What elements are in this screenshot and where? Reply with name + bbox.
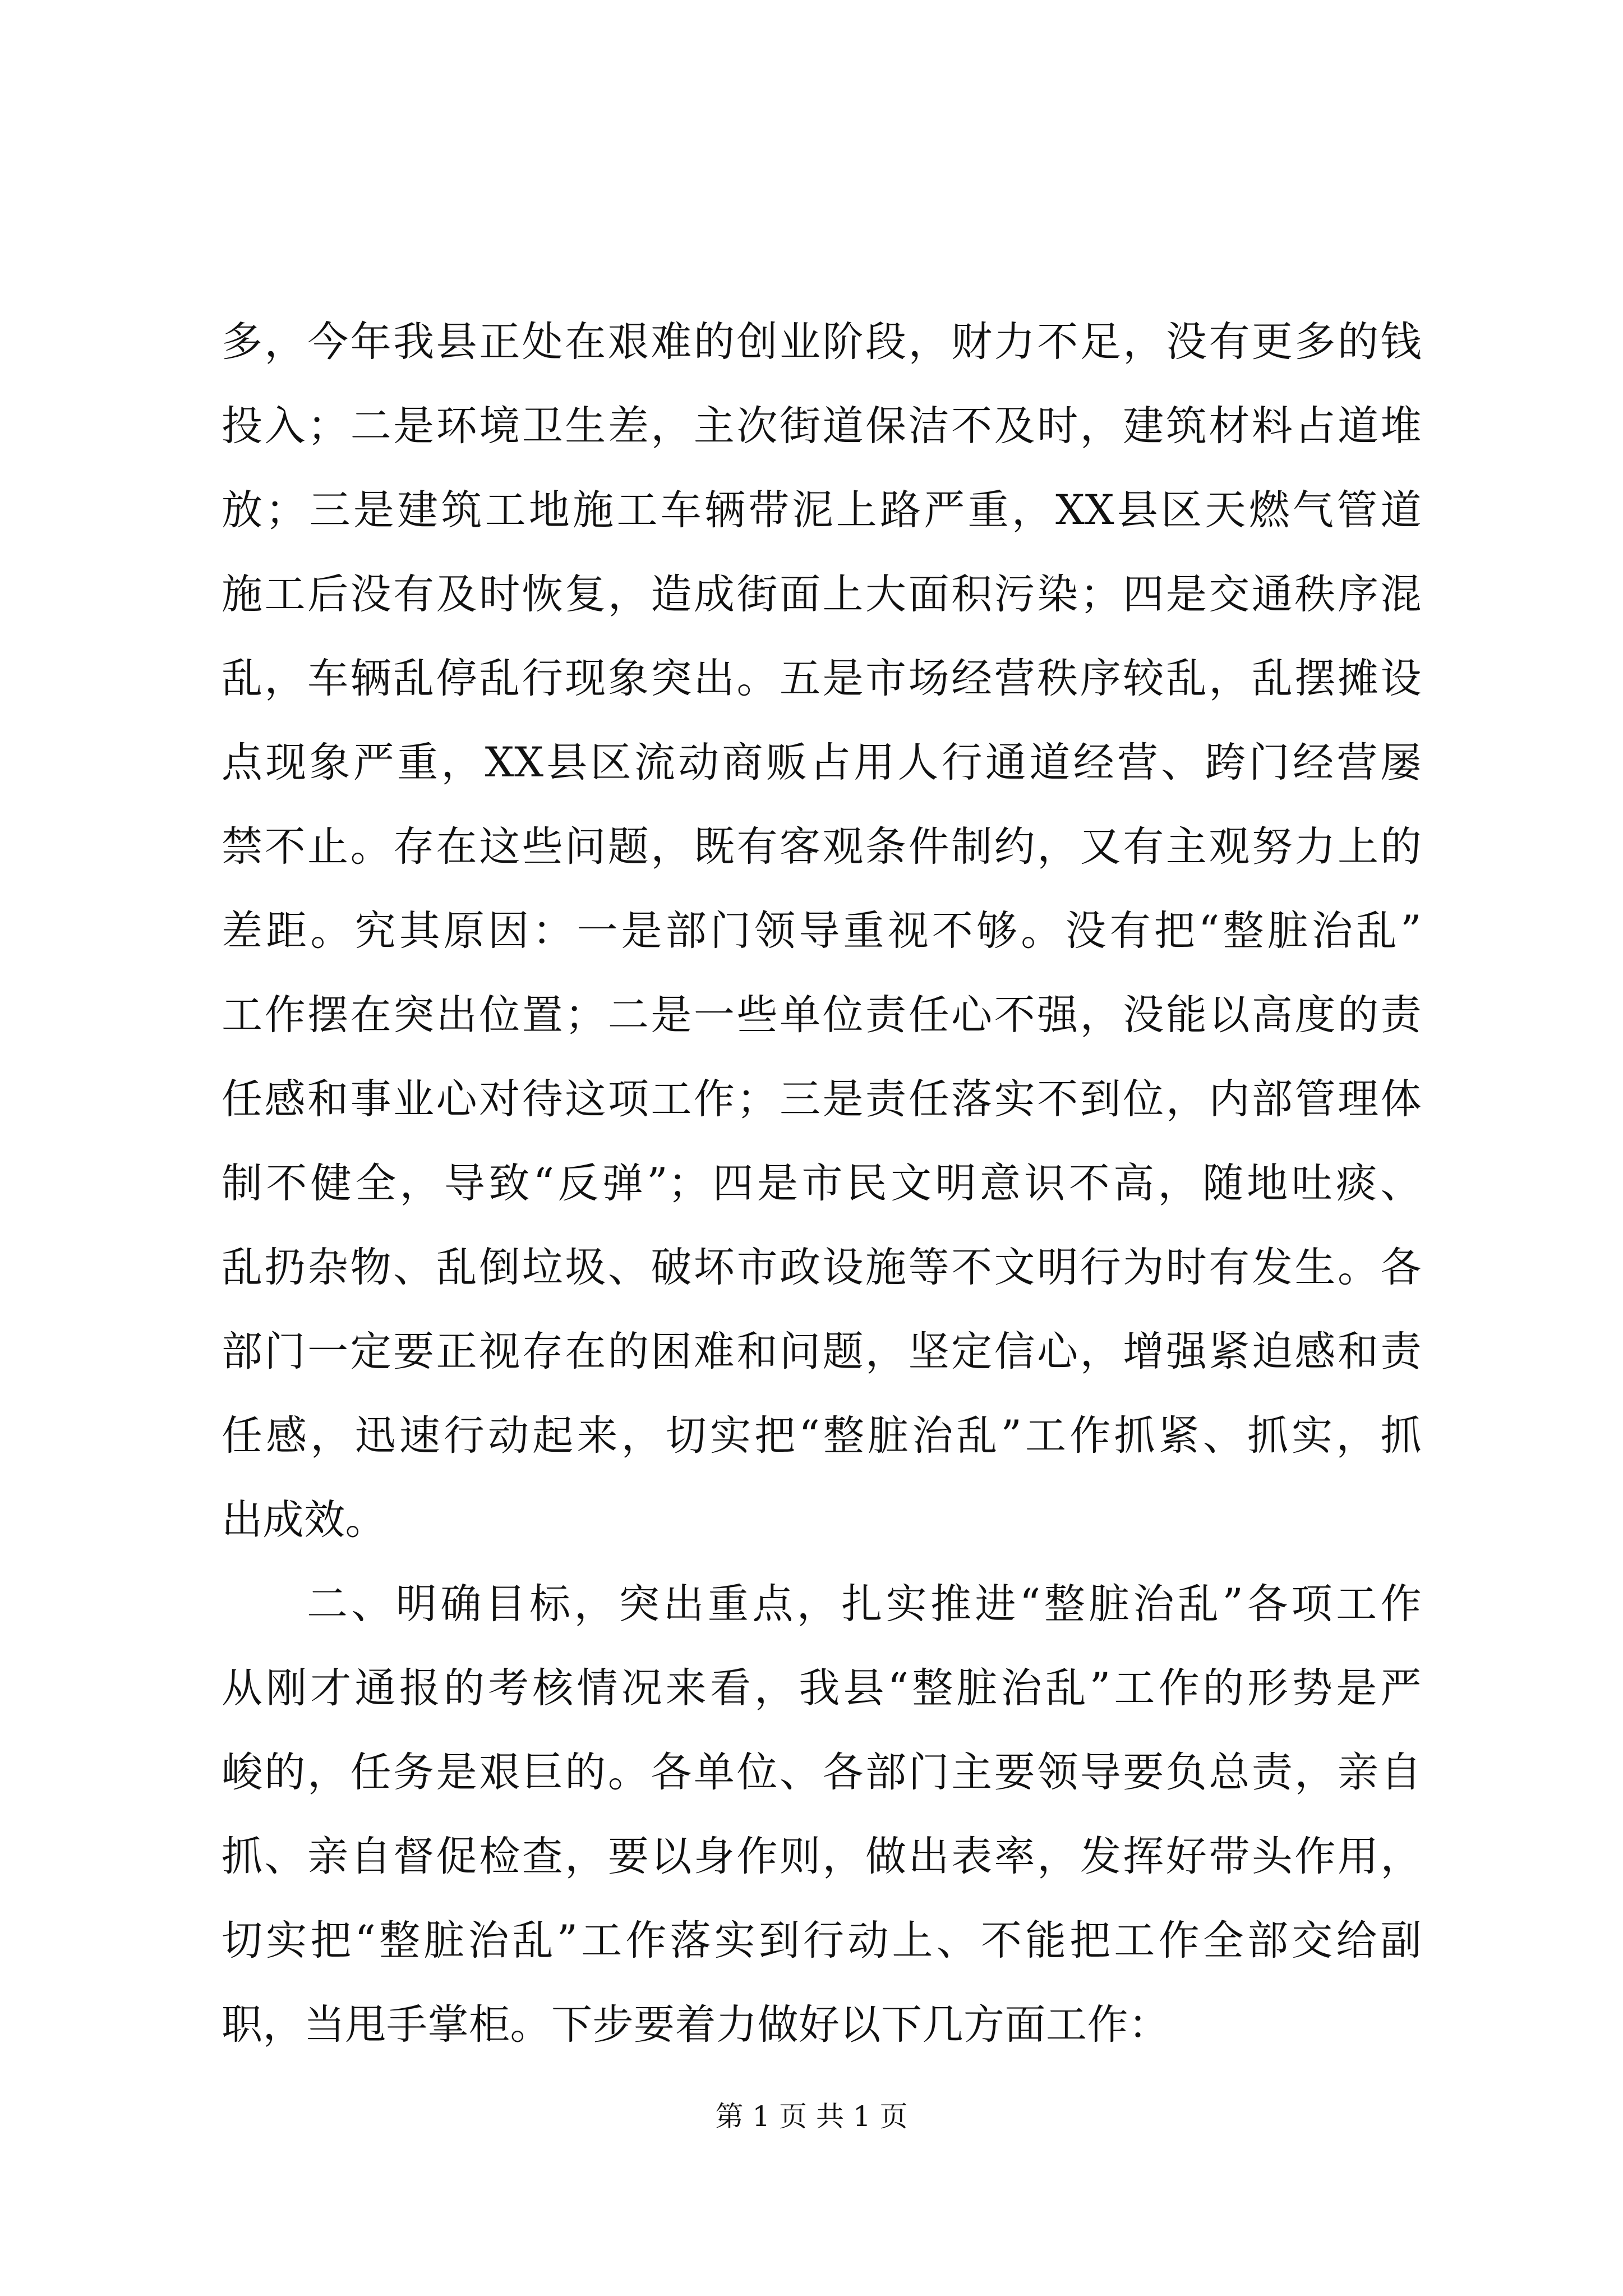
text-line: 工作摆在突出位置；二是一些单位责任心不强，没能以高度的责 <box>222 991 1422 1039</box>
text-line: 任感和事业心对待这项工作；三是责任落实不到位，内部管理体 <box>222 1075 1422 1123</box>
text-line: 职，当甩手掌柜。下步要着力做好以下几方面工作： <box>222 2001 1170 2049</box>
text-line: 乱扔杂物、乱倒垃圾、破坏市政设施等不文明行为时有发生。各 <box>222 1244 1422 1291</box>
text-line: 抓、亲自督促检查，要以身作则，做出表率，发挥好带头作用， <box>222 1833 1422 1880</box>
text-line: 乱，车辆乱停乱行现象突出。五是市场经营秩序较乱，乱摆摊设 <box>222 655 1422 702</box>
text-line: 出成效。 <box>222 1496 386 1544</box>
text-line: 施工后没有及时恢复，造成街面上大面积污染；四是交通秩序混 <box>222 570 1422 618</box>
text-line: 从刚才通报的考核情况来看，我县“整脏治乱”工作的形势是严 <box>222 1664 1422 1712</box>
section-heading: 二、明确目标，突出重点，扎实推进“整脏治乱”各项工作 <box>307 1580 1422 1628</box>
text-line: 放；三是建筑工地施工车辆带泥上路严重，XX县区天燃气管道 <box>222 486 1422 534</box>
text-line: 制不健全，导致“反弹”；四是市民文明意识不高，随地吐痰、 <box>222 1159 1422 1207</box>
text-line: 多，今年我县正处在艰难的创业阶段，财力不足，没有更多的钱 <box>222 318 1422 366</box>
page-footer: 第 1 页 共 1 页 <box>715 2100 908 2133</box>
text-line: 切实把“整脏治乱”工作落实到行动上、不能把工作全部交给副 <box>222 1917 1422 1964</box>
text-line: 差距。究其原因：一是部门领导重视不够。没有把“整脏治乱” <box>222 907 1422 955</box>
text-line: 点现象严重，XX县区流动商贩占用人行通道经营、跨门经营屡 <box>222 739 1422 786</box>
text-line: 峻的，任务是艰巨的。各单位、各部门主要领导要负总责，亲自 <box>222 1749 1422 1796</box>
text-line: 禁不止。存在这些问题，既有客观条件制约，又有主观努力上的 <box>222 823 1422 871</box>
text-line: 任感，迅速行动起来，切实把“整脏治乱”工作抓紧、抓实，抓 <box>222 1412 1422 1460</box>
text-line: 投入；二是环境卫生差，主次街道保洁不及时，建筑材料占道堆 <box>222 402 1422 450</box>
text-line: 部门一定要正视存在的困难和问题，坚定信心，增强紧迫感和责 <box>222 1328 1422 1375</box>
